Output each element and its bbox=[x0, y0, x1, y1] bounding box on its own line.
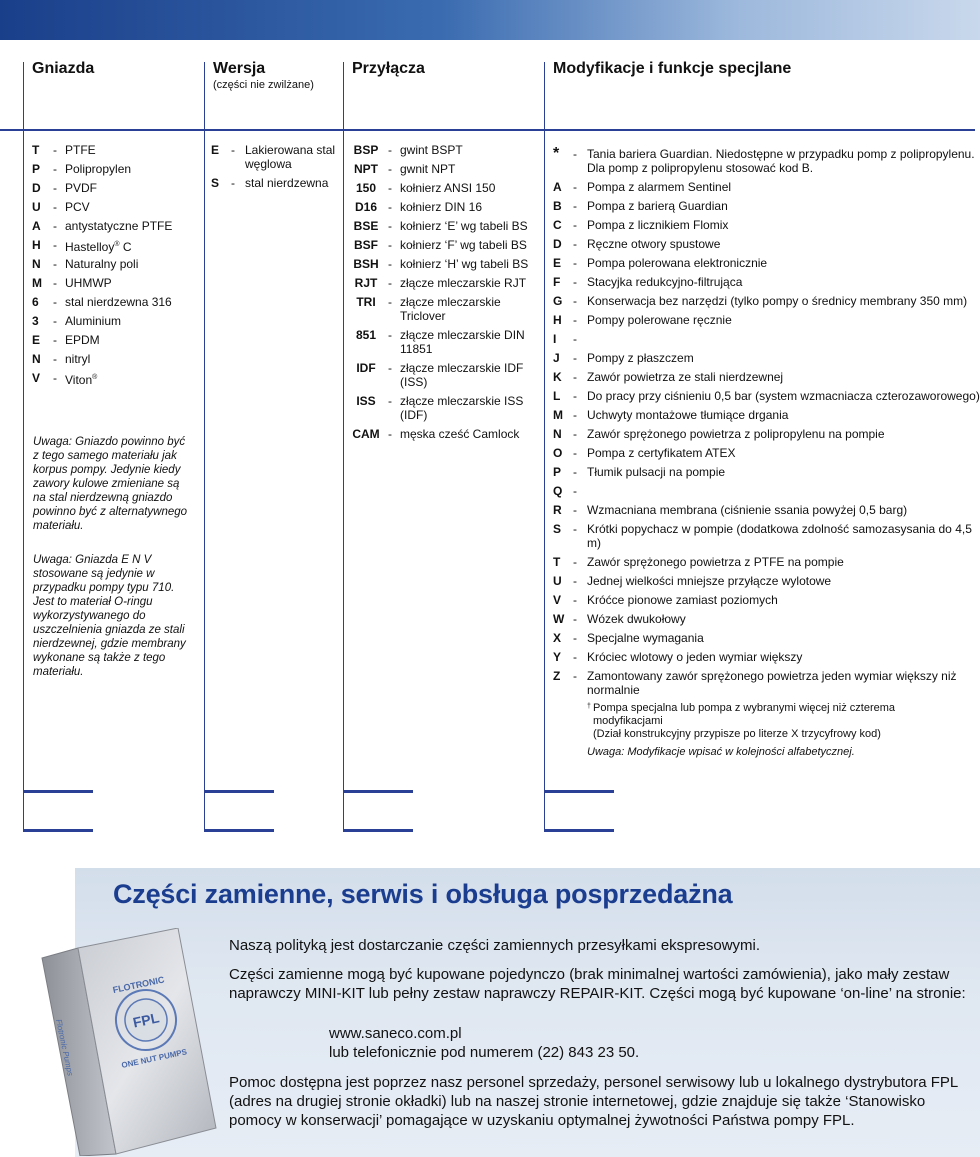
modyfikacje-item-code: P bbox=[553, 465, 562, 479]
modyfikacje-item-label: Pompy z płaszczem bbox=[587, 351, 694, 365]
gniazda-item-label: UHMWP bbox=[65, 276, 112, 290]
wersja-item-label: stal nierdzewna bbox=[245, 176, 329, 190]
modyfikacje-item-label: Zawór powietrza ze stali nierdzewnej bbox=[587, 370, 784, 384]
przylacza-item-label: złącze mleczarskie IDF (ISS) bbox=[400, 361, 524, 389]
przylacza-item-dash: - bbox=[388, 238, 392, 252]
modyfikacje-item-code: H bbox=[553, 313, 562, 327]
modyfikacje-item bbox=[553, 465, 980, 479]
modyfikacje-item bbox=[553, 612, 980, 626]
modyfikacje-item-code: B bbox=[553, 199, 562, 213]
przylacza-item-label: gwnit NPT bbox=[400, 162, 456, 176]
modyfikacje-item-code: L bbox=[553, 389, 561, 403]
wersja-item-code: E bbox=[211, 143, 220, 157]
footnote-line-1: Pompa specjalna lub pompa z wybranymi więcej niż czterema modyfikacjami bbox=[593, 702, 896, 727]
modyfikacje-footnote bbox=[587, 702, 977, 759]
panel-phone: lub telefonicznie pod numerem (22) 843 23 50. bbox=[329, 1044, 640, 1061]
gniazda-note-1: Uwaga: Gniazdo powinno być z tego samego materiału jak korpus pompy. Jedynie kiedy zawory kulowe zmieniane są na stal nierdzewną gniazdo powinno być z alternatywnego materiału. bbox=[33, 436, 188, 532]
przylacza-item-code: 150 bbox=[355, 181, 377, 195]
przylacza-item-label: kołnierz ANSI 150 bbox=[400, 181, 496, 195]
modyfikacje-item bbox=[553, 522, 980, 550]
gniazda-item-dash: - bbox=[53, 181, 57, 195]
modyfikacje-item-code: * bbox=[553, 145, 560, 162]
przylacza-item-dash: - bbox=[388, 219, 392, 233]
modyfikacje-item-code: E bbox=[553, 256, 562, 270]
wersja-item-dash: - bbox=[231, 143, 235, 157]
przylacza-item-dash: - bbox=[388, 200, 392, 214]
modyfikacje-item bbox=[553, 631, 980, 645]
przylacza-item-dash: - bbox=[388, 328, 392, 342]
modyfikacje-item bbox=[553, 256, 980, 270]
gniazda-item-label: Polipropylen bbox=[65, 162, 132, 176]
gniazda-item-code: U bbox=[32, 200, 41, 214]
modyfikacje-item bbox=[553, 147, 980, 175]
przylacza-item-dash: - bbox=[388, 257, 392, 271]
przylacza-item bbox=[352, 200, 542, 214]
footnote-note: Uwaga: Modyfikacje wpisać w kolejności alfabetycznej. bbox=[587, 746, 855, 758]
przylacza-item-code: BSH bbox=[353, 257, 379, 271]
column-title-przylacza: Przyłącza bbox=[352, 60, 425, 77]
gniazda-item-dash: - bbox=[53, 314, 57, 328]
binder-brand-bottom: ONE NUT PUMPS bbox=[120, 1047, 188, 1070]
modyfikacje-item bbox=[553, 446, 980, 460]
przylacza-item-code: ISS bbox=[356, 394, 376, 408]
modyfikacje-item-dash: - bbox=[573, 199, 577, 213]
header-rule bbox=[0, 129, 975, 131]
column-divider bbox=[544, 62, 545, 832]
column-stub bbox=[204, 829, 274, 832]
przylacza-item bbox=[352, 394, 542, 422]
modyfikacje-item-dash: - bbox=[573, 370, 577, 384]
modyfikacje-item-dash: - bbox=[573, 218, 577, 232]
modyfikacje-item-dash: - bbox=[573, 593, 577, 607]
panel-paragraph-1: Naszą polityką jest dostarczanie części zamiennych przesyłkami ekspresowymi. bbox=[229, 937, 761, 954]
modyfikacje-item-dash: - bbox=[573, 574, 577, 588]
modyfikacje-item bbox=[553, 484, 980, 498]
gniazda-item-code: V bbox=[32, 371, 41, 385]
gniazda-item-code: E bbox=[32, 333, 41, 347]
modyfikacje-item bbox=[553, 275, 980, 289]
panel-paragraph-2: Części zamienne mogą być kupowane pojedynczo (brak minimalnej wartości zamówienia), jako mały zestaw naprawczy MINI-KIT lub pełny zestaw naprawczy REPAIR-KIT. Części mogą być kupowane ‘on-line’ na stronie: bbox=[229, 966, 966, 1002]
gniazda-item-code: M bbox=[32, 276, 42, 290]
modyfikacje-item bbox=[553, 593, 980, 607]
modyfikacje-item bbox=[553, 180, 980, 194]
modyfikacje-item-dash: - bbox=[573, 313, 577, 327]
modyfikacje-item-label: Pompy polerowane ręcznie bbox=[587, 313, 732, 327]
przylacza-item bbox=[352, 361, 542, 389]
przylacza-item bbox=[352, 328, 542, 356]
przylacza-item bbox=[352, 295, 542, 323]
gniazda-item-label: Viton® bbox=[65, 373, 98, 387]
binder-spine-text: Flotronic Pumps bbox=[54, 1018, 75, 1077]
przylacza-item-dash: - bbox=[388, 427, 392, 441]
gniazda-item-dash: - bbox=[53, 143, 57, 157]
przylacza-item-label: kołnierz ‘H’ wg tabeli BS bbox=[400, 257, 529, 271]
wersja-list bbox=[211, 143, 341, 195]
modyfikacje-item-label: Stacyjka redukcyjno-filtrująca bbox=[587, 275, 743, 289]
modyfikacje-item-dash: - bbox=[573, 147, 577, 161]
modyfikacje-item-label bbox=[587, 332, 980, 346]
gniazda-item-dash: - bbox=[53, 352, 57, 366]
modyfikacje-item-dash: - bbox=[573, 522, 577, 536]
modyfikacje-item-code: V bbox=[553, 593, 562, 607]
gniazda-note-2: Uwaga: Gniazda E N V stosowane są jedynie w przypadku pompy typu 710. Jest to materiał O-ringu wykorzystywanego do uszczelnienia gniazda ze stali nierdzewnej, gdzie membrany wykonane są także z tego materiału. bbox=[33, 554, 186, 678]
binder-illustration bbox=[38, 928, 218, 1156]
gniazda-item-label: PCV bbox=[65, 200, 90, 214]
przylacza-item bbox=[352, 238, 542, 252]
modyfikacje-item bbox=[553, 313, 980, 327]
modyfikacje-item-label bbox=[587, 484, 980, 498]
modyfikacje-item-code: D bbox=[553, 237, 562, 251]
modyfikacje-item-dash: - bbox=[573, 332, 577, 346]
przylacza-item bbox=[352, 219, 542, 233]
gniazda-item-label: stal nierdzewna 316 bbox=[65, 295, 172, 309]
przylacza-item bbox=[352, 181, 542, 195]
column-stub bbox=[544, 829, 614, 832]
manual-binder-image bbox=[38, 928, 218, 1156]
modyfikacje-item bbox=[553, 370, 980, 384]
przylacza-item-label: kołnierz ‘E’ wg tabeli BS bbox=[400, 219, 528, 233]
przylacza-item bbox=[352, 162, 542, 176]
wersja-item-dash: - bbox=[231, 176, 235, 190]
modyfikacje-item-label: Pompa polerowana elektronicznie bbox=[587, 256, 768, 270]
modyfikacje-item-label: Króciec wlotowy o jeden wymiar większy bbox=[587, 650, 803, 664]
przylacza-item-label: kołnierz DIN 16 bbox=[400, 200, 483, 214]
modyfikacje-item-code: S bbox=[553, 522, 562, 536]
gniazda-item-dash: - bbox=[53, 219, 57, 233]
przylacza-item bbox=[352, 257, 542, 271]
modyfikacje-item-label: Wózek dwukołowy bbox=[587, 612, 686, 626]
przylacza-item-code: 851 bbox=[355, 328, 377, 342]
column-stub bbox=[23, 790, 93, 793]
gniazda-item bbox=[32, 143, 197, 157]
przylacza-item-label: złącze mleczarskie ISS (IDF) bbox=[400, 394, 524, 422]
modyfikacje-item-code: I bbox=[553, 332, 557, 346]
modyfikacje-item-code: J bbox=[553, 351, 560, 365]
gniazda-item-dash: - bbox=[53, 295, 57, 309]
gniazda-item-dash: - bbox=[53, 276, 57, 290]
column-title-modyfikacje: Modyfikacje i funkcje specjlane bbox=[553, 60, 792, 77]
przylacza-item-label: męska cześć Camlock bbox=[400, 427, 520, 441]
gniazda-item-code: H bbox=[32, 238, 41, 252]
gniazda-item-dash: - bbox=[53, 257, 57, 271]
gniazda-item bbox=[32, 162, 197, 176]
modyfikacje-item bbox=[553, 237, 980, 251]
column-stub bbox=[343, 829, 413, 832]
gniazda-item-code: A bbox=[32, 219, 41, 233]
gniazda-item bbox=[32, 371, 197, 385]
column-subtitle-wersja: (części nie zwilżane) bbox=[213, 79, 314, 91]
gniazda-item-label: Hastelloy® C bbox=[65, 240, 132, 254]
modyfikacje-item-code: T bbox=[553, 555, 561, 569]
przylacza-item-code: D16 bbox=[354, 200, 377, 214]
modyfikacje-item-code: Q bbox=[553, 484, 563, 498]
modyfikacje-item-code: R bbox=[553, 503, 562, 517]
modyfikacje-item-label: Do pracy przy ciśnieniu 0,5 bar (system wzmacniacza czterozaworowego) bbox=[587, 389, 980, 403]
modyfikacje-item bbox=[553, 669, 980, 697]
przylacza-item-code: RJT bbox=[354, 276, 378, 290]
modyfikacje-item bbox=[553, 503, 980, 517]
gniazda-item bbox=[32, 352, 197, 366]
column-divider bbox=[204, 62, 205, 832]
column-title-wersja: Wersja bbox=[213, 60, 266, 77]
modyfikacje-item bbox=[553, 650, 980, 664]
column-stub bbox=[343, 790, 413, 793]
modyfikacje-item-code: X bbox=[553, 631, 562, 645]
modyfikacje-item-code: K bbox=[553, 370, 562, 384]
modyfikacje-item bbox=[553, 199, 980, 213]
modyfikacje-item-dash: - bbox=[573, 256, 577, 270]
przylacza-item-dash: - bbox=[388, 361, 392, 375]
wersja-item-code: S bbox=[211, 176, 220, 190]
modyfikacje-item-label: Zamontowany zawór sprężonego powietrza jeden wymiar większy niż normalnie bbox=[587, 669, 957, 697]
gniazda-item-label: Naturalny poli bbox=[65, 257, 139, 271]
przylacza-item-code: IDF bbox=[356, 361, 376, 375]
modyfikacje-item-dash: - bbox=[573, 427, 577, 441]
modyfikacje-item-dash: - bbox=[573, 180, 577, 194]
modyfikacje-item-dash: - bbox=[573, 465, 577, 479]
binder-brand-top: FLOTRONIC bbox=[111, 974, 166, 996]
modyfikacje-item-label: Krótki popychacz w pompie (dodatkowa zdolność samozasysania do 4,5 m) bbox=[587, 522, 972, 550]
przylacza-item-code: BSE bbox=[353, 219, 379, 233]
gniazda-item bbox=[32, 238, 197, 252]
gniazda-item-label: PVDF bbox=[65, 181, 98, 195]
modyfikacje-item bbox=[553, 332, 980, 346]
gniazda-list bbox=[32, 143, 197, 390]
gniazda-item-dash: - bbox=[53, 371, 57, 385]
gniazda-item bbox=[32, 295, 197, 309]
modyfikacje-item-code: O bbox=[553, 446, 563, 460]
modyfikacje-item-dash: - bbox=[573, 669, 577, 683]
przylacza-item-label: kołnierz ‘F’ wg tabeli BS bbox=[400, 238, 527, 252]
przylacza-item-dash: - bbox=[388, 276, 392, 290]
przylacza-list bbox=[352, 143, 542, 446]
modyfikacje-item-label: Konserwacja bez narzędzi (tylko pompy o średnicy membrany 350 mm) bbox=[587, 294, 968, 308]
modyfikacje-item-code: Y bbox=[553, 650, 562, 664]
column-stub bbox=[544, 790, 614, 793]
gniazda-item-label: EPDM bbox=[65, 333, 100, 347]
przylacza-item bbox=[352, 143, 542, 157]
gniazda-item-label: Aluminium bbox=[65, 314, 122, 328]
modyfikacje-item-code: G bbox=[553, 294, 563, 308]
przylacza-item-code: BSF bbox=[354, 238, 378, 252]
panel-website: www.saneco.com.pl bbox=[329, 1025, 462, 1042]
gniazda-item-code: 6 bbox=[32, 295, 39, 309]
modyfikacje-item-dash: - bbox=[573, 650, 577, 664]
gniazda-item-label: nitryl bbox=[65, 352, 91, 366]
modyfikacje-item-code: Z bbox=[553, 669, 561, 683]
modyfikacje-item-code: W bbox=[553, 612, 565, 626]
modyfikacje-item-label: Pompa z licznikiem Flomix bbox=[587, 218, 729, 232]
przylacza-item-code: CAM bbox=[352, 427, 380, 441]
gniazda-item bbox=[32, 276, 197, 290]
modyfikacje-item bbox=[553, 218, 980, 232]
gniazda-item bbox=[32, 181, 197, 195]
modyfikacje-item-code: F bbox=[553, 275, 561, 289]
column-divider bbox=[343, 62, 344, 832]
footnote-line-2: (Dział konstrukcyjny przypisze po literze X trzycyfrowy kod) bbox=[593, 728, 881, 740]
binder-logo: FPL bbox=[131, 1009, 161, 1031]
przylacza-item-dash: - bbox=[388, 295, 392, 309]
modyfikacje-item-label: Zawór sprężonego powietrza z PTFE na pompie bbox=[587, 555, 844, 569]
gniazda-item bbox=[32, 219, 197, 233]
modyfikacje-item bbox=[553, 555, 980, 569]
gniazda-item-code: P bbox=[32, 162, 41, 176]
modyfikacje-item bbox=[553, 294, 980, 308]
modyfikacje-item bbox=[553, 408, 980, 422]
przylacza-item-dash: - bbox=[388, 143, 392, 157]
gniazda-item bbox=[32, 333, 197, 347]
przylacza-item-label: złącze mleczarskie DIN 11851 bbox=[400, 328, 525, 356]
footnote-mark: † bbox=[587, 703, 591, 710]
gniazda-item bbox=[32, 314, 197, 328]
modyfikacje-item bbox=[553, 574, 980, 588]
gniazda-item bbox=[32, 257, 197, 271]
modyfikacje-item-label: Pompa z certyfikatem ATEX bbox=[587, 446, 736, 460]
przylacza-item-dash: - bbox=[388, 394, 392, 408]
modyfikacje-item-dash: - bbox=[573, 294, 577, 308]
gniazda-item-code: T bbox=[32, 143, 40, 157]
column-stub bbox=[23, 829, 93, 832]
gniazda-item-code: D bbox=[32, 181, 41, 195]
modyfikacje-item-dash: - bbox=[573, 351, 577, 365]
column-stub bbox=[204, 790, 274, 793]
modyfikacje-item-code: U bbox=[553, 574, 562, 588]
modyfikacje-item-label: Jednej wielkości mniejsze przyłącze wylotowe bbox=[587, 574, 832, 588]
przylacza-item-code: BSP bbox=[353, 143, 379, 157]
przylacza-item-code: NPT bbox=[354, 162, 378, 176]
modyfikacje-item-code: C bbox=[553, 218, 562, 232]
modyfikacje-item-dash: - bbox=[573, 503, 577, 517]
wersja-item bbox=[211, 176, 341, 190]
modyfikacje-item-dash: - bbox=[573, 631, 577, 645]
modyfikacje-item-label: Tłumik pulsacji na pompie bbox=[587, 465, 726, 479]
gniazda-item-dash: - bbox=[53, 238, 57, 252]
gniazda-item bbox=[32, 200, 197, 214]
gniazda-item-code: N bbox=[32, 352, 41, 366]
modyfikacje-item-code: N bbox=[553, 427, 562, 441]
column-divider bbox=[23, 62, 24, 832]
modyfikacje-item-dash: - bbox=[573, 612, 577, 626]
przylacza-item bbox=[352, 427, 542, 441]
modyfikacje-item-dash: - bbox=[573, 484, 577, 498]
modyfikacje-item-label: Pompa z alarmem Sentinel bbox=[587, 180, 732, 194]
modyfikacje-item-dash: - bbox=[573, 408, 577, 422]
panel-paragraph-3: Pomoc dostępna jest poprzez nasz personel sprzedaży, personel serwisowy lub u lokalnego dystrybutora FPL (adres na drugiej stronie okładki) lub na naszej stronie internetowej, gdzie znajduje się także ‘Stanowisko pomocy w konserwacji’ pomagające w uzyskaniu optymalnej żywotności Państwa pompy FPL. bbox=[229, 1074, 958, 1129]
modyfikacje-item-label: Króćce pionowe zamiast poziomych bbox=[587, 593, 778, 607]
modyfikacje-item bbox=[553, 389, 980, 403]
gniazda-item-code: 3 bbox=[32, 314, 39, 328]
modyfikacje-item-code: M bbox=[553, 408, 563, 422]
modyfikacje-item bbox=[553, 427, 980, 441]
przylacza-item-dash: - bbox=[388, 162, 392, 176]
modyfikacje-item-label: Zawór sprężonego powietrza z polipropylenu na pompie bbox=[587, 427, 885, 441]
modyfikacje-item-label: Tania bariera Guardian. Niedostępne w przypadku pomp z polipropylenu. Dla pomp z polipropylenu stosować kod B. bbox=[587, 147, 975, 175]
modyfikacje-item-code: A bbox=[553, 180, 562, 194]
column-title-gniazda: Gniazda bbox=[32, 60, 95, 77]
modyfikacje-item-dash: - bbox=[573, 237, 577, 251]
przylacza-item-dash: - bbox=[388, 181, 392, 195]
modyfikacje-item-label: Uchwyty montażowe tłumiące drgania bbox=[587, 408, 789, 422]
przylacza-item-label: złącze mleczarskie RJT bbox=[400, 276, 527, 290]
wersja-item bbox=[211, 143, 341, 171]
przylacza-item bbox=[352, 276, 542, 290]
modyfikacje-item-label: Ręczne otwory spustowe bbox=[587, 237, 721, 251]
gniazda-item-label: antystatyczne PTFE bbox=[65, 219, 173, 233]
modyfikacje-item-dash: - bbox=[573, 275, 577, 289]
przylacza-item-label: gwint BSPT bbox=[400, 143, 463, 157]
modyfikacje-item-dash: - bbox=[573, 389, 577, 403]
modyfikacje-list bbox=[553, 147, 980, 702]
modyfikacje-item-dash: - bbox=[573, 555, 577, 569]
przylacza-item-code: TRI bbox=[356, 295, 376, 309]
panel-title: Części zamienne, serwis i obsługa posprzedażna bbox=[113, 879, 733, 909]
header-band bbox=[0, 0, 980, 40]
gniazda-item-dash: - bbox=[53, 333, 57, 347]
modyfikacje-item-dash: - bbox=[573, 446, 577, 460]
gniazda-item-dash: - bbox=[53, 200, 57, 214]
modyfikacje-item-label: Wzmacniana membrana (ciśnienie ssania powyżej 0,5 barg) bbox=[587, 503, 908, 517]
modyfikacje-item-label: Pompa z barierą Guardian bbox=[587, 199, 728, 213]
gniazda-item-label: PTFE bbox=[65, 143, 96, 157]
gniazda-item-code: N bbox=[32, 257, 41, 271]
wersja-item-label: Lakierowana stal węglowa bbox=[245, 143, 336, 171]
modyfikacje-item-label: Specjalne wymagania bbox=[587, 631, 704, 645]
gniazda-item-dash: - bbox=[53, 162, 57, 176]
przylacza-item-label: złącze mleczarskie Triclover bbox=[400, 295, 501, 323]
modyfikacje-item bbox=[553, 351, 980, 365]
